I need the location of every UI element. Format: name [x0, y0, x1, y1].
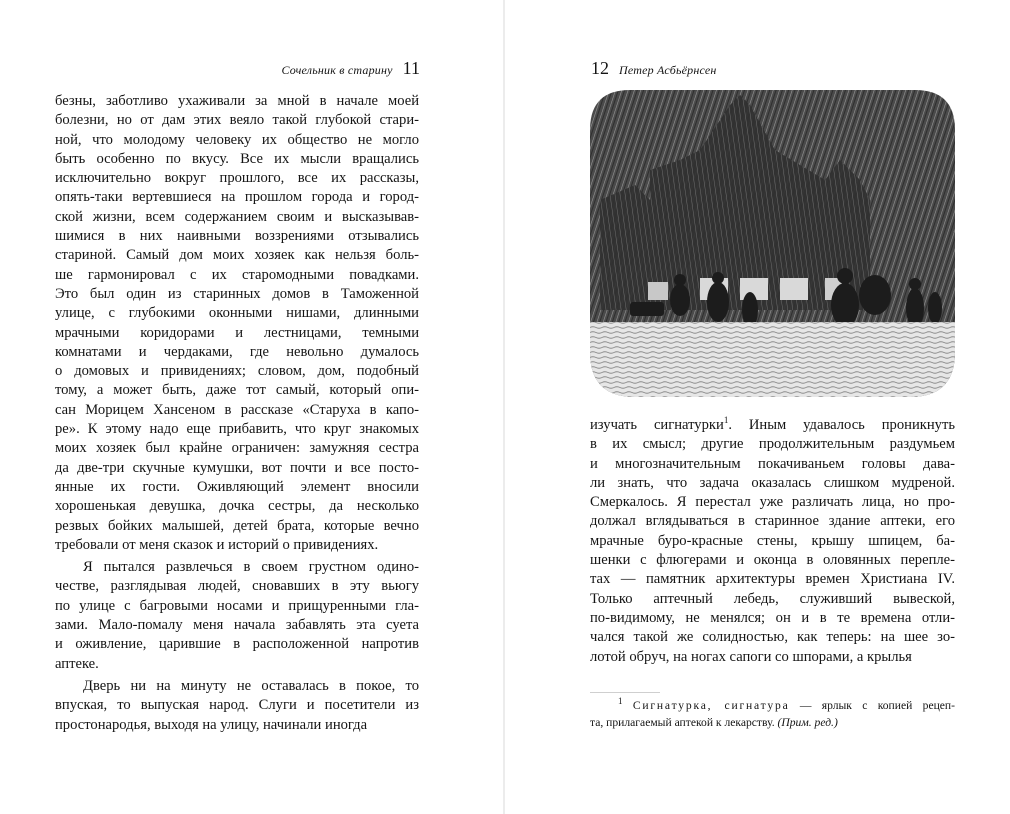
text-line: Смеркалось. Я перестал уже различать лица, но про-	[590, 494, 955, 511]
footnote	[590, 698, 955, 731]
text-line: впуская, то выпуская народ. Слуги и посетители из	[55, 697, 419, 714]
text-line: аптеке.	[55, 655, 99, 672]
text-line: изучать сигнатурки$^1$. Иным удавалось проникнуть	[590, 415, 955, 433]
text-line: и оживление, царившие в расположенной напротив	[55, 636, 419, 653]
text-line: шимися в них наивными воззрениями отзывались	[55, 228, 419, 245]
text-line: по улице с багровыми носами и прищуренными гла-	[55, 597, 419, 614]
text-line: сан Морицем Хансеном в рассказе «Старуха в капо-	[55, 401, 419, 418]
text-line: резвых бойких малышей, детей брата, которые вечно	[55, 517, 419, 534]
left-body-text	[55, 92, 419, 735]
winter-street-engraving	[590, 90, 955, 397]
text-line: ли знать, что задача оказалась слишком мудреной.	[590, 474, 955, 491]
text-line: требовали от меня сказок и историй о привидениях.	[55, 536, 379, 553]
text-line: простонародья, выходя на улицу, начинали иногда	[55, 716, 368, 733]
text-line: стариной. Самый дом моих хозяек как нельзя боль-	[55, 247, 419, 264]
footnote-line: та, прилагаемый аптекой к лекарству. (Прим. ред.)	[590, 715, 838, 729]
text-line: улице, с глубокими оконными нишами, длинными	[55, 305, 419, 322]
text-line: ре». К этому надо еще прибавить, что круг знакомых	[55, 421, 419, 438]
text-line: в их смысл; другие продолжительным раздумьем	[590, 436, 955, 453]
footnote-rule	[590, 692, 660, 693]
text-line: Я пытался развлечься в своем грустном одино-	[83, 559, 419, 576]
text-line: тому, а может быть, даже тот самый, который опи-	[55, 382, 419, 399]
right-page-number: 12	[591, 58, 609, 78]
text-line: зами. Мало-помалу меня начала забавлять эта суета	[55, 617, 419, 634]
text-line: лотой обруч, на ногах сапоги со шпорами, а крылья	[590, 648, 912, 665]
text-line: ской жизни, всем содержанием своим и высказывав-	[55, 208, 419, 225]
right-running-header	[591, 58, 717, 82]
text-line: по-видимому, не менялся; он и в те времена отли-	[590, 609, 955, 626]
text-line: болезни, но от дам этих веяло такой глубокой стари-	[55, 112, 419, 129]
text-line: быть особенно по вкусу. Все их мысли вращались	[55, 150, 419, 167]
text-line: опять-таки вертевшиеся на прошлом города и город-	[55, 189, 419, 206]
text-line: шенки с флюгерами и оконца в оловянных перепле-	[590, 552, 955, 569]
text-line: должал вглядываться в старинное здание аптеки, его	[590, 513, 955, 530]
text-line: мрачными коридорами и лестницами, темными	[55, 324, 419, 341]
text-line: да две-три скучные кумушки, вот почти и все посто-	[55, 459, 419, 476]
text-line: Это был один из старинных домов в Таможенной	[55, 285, 419, 302]
left-header-title: Сочельник в старину	[281, 63, 393, 77]
text-line: Только аптечный лебедь, служивший вывеской,	[590, 590, 955, 607]
text-line: янные их гости. Оживляющий элемент вносили	[55, 478, 419, 495]
left-running-header	[281, 58, 420, 82]
text-line: и многозначительным покачиваньем головы дава-	[590, 455, 955, 472]
right-body-text	[590, 416, 955, 667]
text-line: комнатами и чердаками, где невольно думалось	[55, 343, 419, 360]
text-line: исключительно вокруг прошлого, все их рассказы,	[55, 170, 419, 187]
footnote-mark: 1	[618, 696, 623, 707]
text-line: Дверь ни на минуту не оставалась в покое, то	[83, 677, 419, 694]
text-line: чался такой же солидностью, как теперь: на шее зо-	[590, 629, 955, 646]
text-line: о домовых и привидениях; словом, дом, подобный	[55, 363, 419, 380]
text-line: ной, что молодому человеку их общество не могло	[55, 131, 419, 148]
right-page	[505, 0, 1010, 814]
footnote-line: $^1$ Сигнатурка, сигнатура — ярлык с копией рецеп-	[618, 696, 955, 712]
text-line: мрачные буро-красные стены, крышу шпицем, ба-	[590, 532, 955, 549]
text-line: честве, разглядывая людей, сновавших в эту вьюгу	[55, 578, 419, 595]
footnote-reference[interactable]: 1	[723, 415, 729, 426]
footnote-term: Сигнатурка, сигнатура	[632, 699, 790, 712]
text-line: безны, заботливо ухаживали за мной в начале моей	[55, 93, 419, 109]
editor-note: (Прим. ред.)	[777, 715, 838, 729]
left-page	[0, 0, 503, 814]
text-line: моих хозяек был крайне ограничен: замужняя сестра	[55, 440, 419, 457]
text-line: тах — памятник архитектуры времен Христиана IV.	[590, 571, 955, 588]
right-header-title: Петер Асбьёрнсен	[619, 63, 717, 77]
text-line: хорошенькая девушка, дочка сестры, да несколько	[55, 498, 419, 515]
text-line: ше гармонировал с их старомодными повадками.	[55, 266, 419, 283]
left-page-number: 11	[402, 58, 420, 78]
